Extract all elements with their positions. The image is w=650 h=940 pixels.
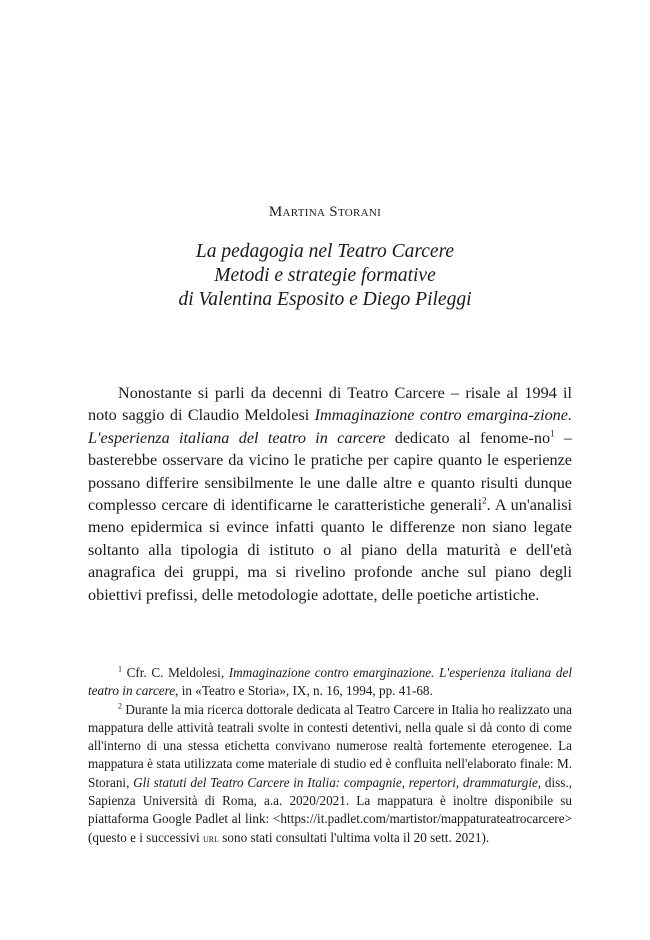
author-last-name: Storani [329,204,382,220]
footnote-text: Cfr. C. Meldolesi, [122,665,229,680]
footnote-text: sono stati consultati l'ultima volta il 20 sett. 2021). [219,829,490,845]
footnote-ref-1[interactable]: 1 [550,428,555,439]
body-text-run: Nonostante si parli da decenni di Teatro Carcere – risale al 1994 il noto saggio di Claudio Meldolesi [88,384,572,425]
footnote-text: Durante la mia ricerca dottorale dedicata al Teatro Carcere in Italia ho realizzato una mappatura delle attività teatrali svolte in contesti detentivi, nella quale si dà conto di come all'interno di una stessa etichetta convivano numerose realtà fortemente eterogenee. La mappatura è stata utilizzata come materiale di studio ed è confluita nell'elaborato finale: M. Storani, [88,701,572,790]
title-line-3: di Valentina Esposito e Diego Pileggi [178,289,472,310]
footnote-number: 1 [118,664,122,674]
footnote-text: , in «Teatro e Storia», IX, n. 16, 1994, pp. 41-68. [175,683,433,699]
author-first-name: Martina [268,204,326,220]
footnote-number: 2 [118,701,122,711]
body-paragraph [88,382,572,606]
body-text [88,382,572,606]
title-line-1: La pedagogia nel Teatro Carcere [195,241,455,262]
url-abbreviation: url [203,832,219,845]
body-text-run: . A un'analisi meno epidermica si evince infatti quanto le differenze non siano legate soltanto alla tipologia di istituto o al piano della maturità e dell'età anagrafica dei gruppi, ma si rivelino profonde anche sul piano degli obiettivi prefissi, delle metodologie adottate, delle poetiche artistiche. [88,496,572,604]
article-title [0,240,650,312]
body-text-run: dedicato al fenome-no [385,428,551,447]
footnotes [88,664,572,848]
footnote-italic-title: Gli statuti del Teatro Carcere in Italia: compagnie, repertori, drammaturgie [133,774,538,790]
footnote-ref-2[interactable]: 2 [482,495,487,506]
body-text-run: – basterebbe osservare da vicino le pratiche per capire quanto le esperienze possano differire sensibilmente le une dalle altre e quanto risulti dunque complesso cercare di identificarne le caratteristiche generali [88,428,572,515]
author-name [0,204,650,221]
footnote-italic-title: Immaginazione contro emarginazione. L'esperienza italiana del teatro in carcere [88,665,572,699]
footnote-2 [88,701,572,848]
footnote-text: , diss., Sapienza Università di Roma, a.a. 2020/2021. La mappatura è inoltre disponibile su piattaforma Google Padlet al link: <https://it.padlet.com/martistor/mappaturateatrocarcere> (questo e i successivi [88,774,572,845]
body-italic-title: Immaginazione contro emargina-zione. L'esperienza italiana del teatro in carcere [88,406,572,447]
footnote-1 [88,664,572,701]
title-line-2: Metodi e strategie formative [214,265,436,286]
